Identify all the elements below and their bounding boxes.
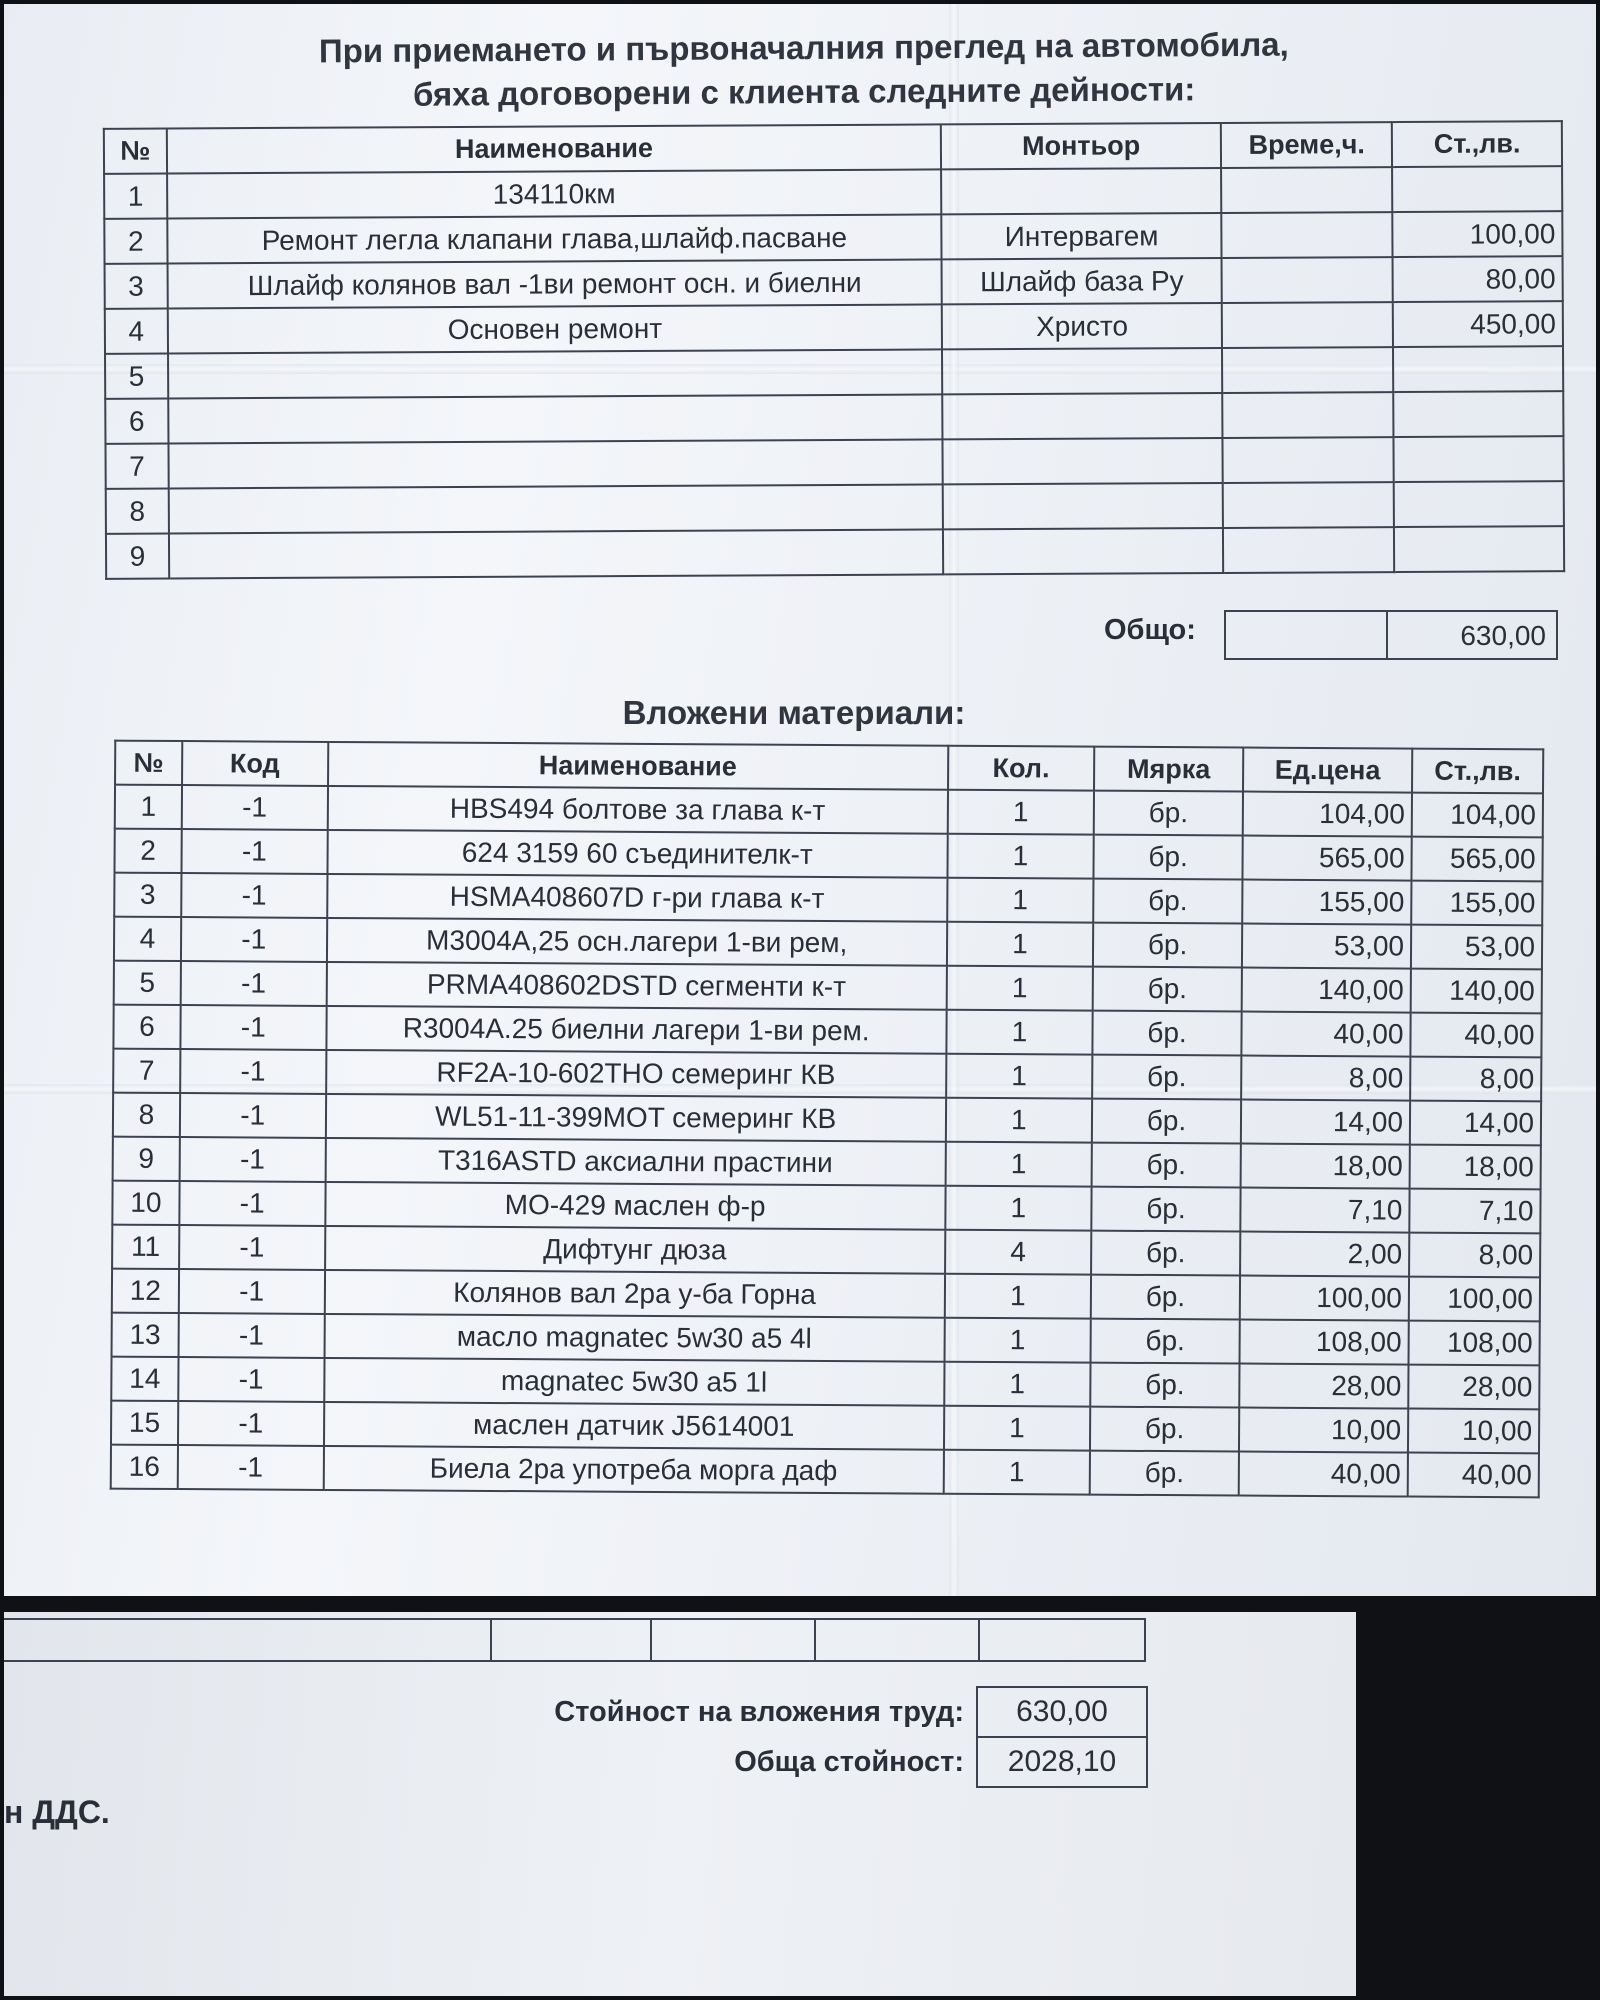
cell-name: масло magnatec 5w30 a5 4l [324, 1314, 944, 1362]
cell-cost: 40,00 [1408, 1453, 1539, 1498]
work-total-value: 630,00 [1460, 620, 1546, 651]
cell-code: -1 [178, 1313, 324, 1358]
cell-no: 1 [104, 173, 167, 218]
divider [4, 1660, 1146, 1662]
cell-cost: 155,00 [1411, 881, 1542, 926]
cell-qty: 1 [944, 1362, 1091, 1407]
document-sheet-top [4, 4, 1596, 1596]
divider [1386, 612, 1388, 658]
cell-no: 15 [111, 1401, 178, 1445]
cell-unit: бр. [1093, 1011, 1242, 1056]
table-row [104, 166, 1562, 219]
cell-mechanic: Интервагем [942, 213, 1222, 259]
cell-cost: 104,00 [1412, 793, 1543, 838]
header-mechanic: Монтьор [941, 123, 1221, 169]
cell-unit: бр. [1090, 1363, 1239, 1408]
table-row [105, 391, 1563, 444]
header-unit-price: Ед.цена [1243, 748, 1412, 793]
cell-qty: 1 [947, 878, 1094, 923]
labor-cost-label: Стойност на вложения труд: [554, 1696, 964, 1728]
cell-code: -1 [181, 873, 327, 918]
cell-no: 9 [113, 1137, 180, 1181]
cell-no: 10 [112, 1181, 179, 1225]
cell-no: 5 [105, 353, 168, 398]
header-name: Наименование [328, 742, 948, 790]
cell-unit: бр. [1093, 967, 1242, 1012]
cell-unit-price: 100,00 [1240, 1276, 1409, 1321]
cell-unit: бр. [1091, 1231, 1240, 1276]
header-time: Време,ч. [1221, 122, 1393, 168]
cell-cost: 7,10 [1409, 1189, 1540, 1234]
work-table-header [104, 121, 1562, 174]
cell-no: 3 [114, 873, 181, 917]
cell-code: -1 [180, 1093, 326, 1138]
table-row [106, 526, 1564, 579]
cell-unit: бр. [1092, 1055, 1241, 1100]
cell-no: 7 [105, 443, 168, 488]
cell-no: 4 [105, 308, 168, 353]
cell-cost: 18,00 [1410, 1145, 1541, 1190]
cell-cost [1393, 346, 1563, 392]
cell-mechanic [941, 168, 1221, 214]
document-title [154, 21, 1455, 118]
cell-unit-price: 28,00 [1239, 1364, 1408, 1409]
cell-mechanic [943, 483, 1223, 529]
divider [490, 1618, 492, 1662]
cell-unit: бр. [1091, 1187, 1240, 1232]
divider [650, 1618, 652, 1662]
cell-name: 134110км [167, 169, 942, 218]
divider [4, 1618, 1146, 1620]
title-line-2: бяха договорени с клиента следните дейности: [412, 70, 1196, 113]
cell-qty: 1 [946, 966, 1093, 1011]
materials-title: Вложени материали: [622, 694, 966, 731]
cell-cost [1394, 436, 1564, 482]
cell-mechanic: Христо [942, 303, 1222, 349]
cell-code: -1 [179, 1225, 325, 1270]
labor-cost-value: 630,00 [976, 1686, 1148, 1738]
cell-qty: 1 [946, 1010, 1093, 1055]
cell-cost: 80,00 [1393, 256, 1563, 302]
cell-cost [1394, 391, 1564, 437]
cell-qty: 1 [946, 1054, 1093, 1099]
cell-qty: 1 [947, 922, 1094, 967]
cell-qty: 1 [946, 1098, 1093, 1143]
cell-time [1223, 482, 1395, 528]
cell-mechanic: Шлайф база Ру [942, 258, 1222, 304]
materials-table [110, 740, 1545, 1499]
cell-cost: 108,00 [1408, 1321, 1539, 1366]
cell-unit: бр. [1092, 1143, 1241, 1188]
cell-unit-price: 155,00 [1242, 880, 1411, 925]
cell-no: 2 [104, 218, 167, 263]
cell-unit-price: 140,00 [1242, 968, 1411, 1013]
cell-no: 6 [105, 398, 168, 443]
cell-qty: 1 [944, 1318, 1091, 1363]
cell-unit-price: 565,00 [1242, 836, 1411, 881]
grand-total-label: Обща стойност: [734, 1746, 964, 1778]
work-total-label: Общо: [1104, 614, 1196, 646]
cell-name [168, 349, 943, 398]
document-sheet-bottom [4, 1612, 1356, 1996]
cell-code: -1 [180, 1049, 326, 1094]
cell-unit: бр. [1092, 1099, 1241, 1144]
cell-no: 14 [111, 1357, 178, 1401]
cell-cost: 10,00 [1408, 1409, 1539, 1454]
cell-name: Основен ремонт [168, 304, 943, 353]
cell-unit-price: 108,00 [1239, 1320, 1408, 1365]
cell-name: Биела 2ра употреба морга даф [323, 1446, 943, 1494]
cell-name: R3004A.25 биелни лагери 1-ви рем. [326, 1006, 946, 1054]
cell-unit-price: 2,00 [1240, 1232, 1409, 1277]
cell-code: -1 [182, 785, 328, 830]
cell-qty: 1 [947, 834, 1094, 879]
cell-cost: 8,00 [1409, 1233, 1540, 1278]
cell-name: Ремонт легла клапани глава,шлайф.пасване [167, 214, 942, 263]
cell-unit-price: 7,10 [1240, 1188, 1409, 1233]
cell-no: 9 [106, 533, 169, 578]
cell-qty: 1 [947, 790, 1094, 835]
cell-unit-price: 10,00 [1239, 1408, 1408, 1453]
cell-cost: 28,00 [1408, 1365, 1539, 1410]
cell-name [168, 484, 943, 533]
cell-mechanic [943, 528, 1223, 574]
title-line-1: При приемането и първоначалния преглед на автомобила, [318, 25, 1289, 70]
cell-unit-price: 14,00 [1241, 1100, 1410, 1145]
cell-name: WL51-11-399MOT семеринг КВ [325, 1094, 945, 1142]
cell-unit: бр. [1090, 1407, 1239, 1452]
cell-name: Шлайф колянов вал -1ви ремонт осн. и биелни [167, 259, 942, 308]
cell-mechanic [942, 393, 1222, 439]
cell-unit: бр. [1093, 923, 1242, 968]
cell-time [1223, 437, 1395, 483]
cell-no: 8 [113, 1093, 180, 1137]
cell-cost: 565,00 [1411, 837, 1542, 882]
cell-unit-price: 8,00 [1241, 1056, 1410, 1101]
cell-mechanic [943, 438, 1223, 484]
header-cost: Ст.,лв. [1412, 749, 1543, 794]
cell-code: -1 [178, 1445, 324, 1490]
cell-time [1222, 347, 1394, 393]
divider [814, 1618, 816, 1662]
table-row [105, 436, 1563, 489]
cell-name: Дифтунг дюза [325, 1226, 945, 1274]
cell-no: 2 [114, 829, 181, 873]
cell-cost: 53,00 [1411, 925, 1542, 970]
cell-no: 5 [114, 961, 181, 1005]
header-cost: Ст.,лв. [1392, 121, 1562, 167]
table-row [111, 1445, 1539, 1498]
cell-time [1222, 257, 1394, 303]
cell-name: RF2A-10-602THO семеринг КВ [326, 1050, 946, 1098]
work-table [103, 120, 1565, 580]
cell-code: -1 [178, 1401, 324, 1446]
cell-no: 11 [112, 1225, 179, 1269]
cell-cost: 100,00 [1409, 1277, 1540, 1322]
cell-cost: 8,00 [1410, 1057, 1541, 1102]
cell-cost: 14,00 [1410, 1101, 1541, 1146]
cell-code: -1 [181, 829, 327, 874]
table-bottom-strip [4, 1618, 1146, 1662]
cell-qty: 1 [945, 1186, 1092, 1231]
cell-name: 624 3159 60 съединителк-т [327, 830, 947, 878]
cell-unit-price: 18,00 [1241, 1144, 1410, 1189]
cell-unit: бр. [1090, 1451, 1239, 1496]
cell-no: 16 [111, 1445, 178, 1489]
cell-name: PRMA408602DSTD сегменти к-т [326, 962, 946, 1010]
divider [1144, 1618, 1146, 1662]
cell-time [1222, 302, 1394, 348]
grand-total-value: 2028,10 [976, 1736, 1148, 1788]
cell-name: MO-429 маслен ф-р [325, 1182, 945, 1230]
cell-no: 3 [105, 263, 168, 308]
work-total-box [1224, 610, 1558, 660]
header-name: Наименование [167, 124, 942, 173]
cell-time [1221, 167, 1393, 213]
cell-qty: 1 [945, 1142, 1092, 1187]
cell-unit: бр. [1091, 1275, 1240, 1320]
divider [978, 1618, 980, 1662]
cell-no: 13 [112, 1313, 179, 1357]
cell-no: 7 [113, 1049, 180, 1093]
header-no: № [104, 128, 167, 173]
cell-cost: 450,00 [1393, 301, 1563, 347]
cell-unit-price: 104,00 [1243, 792, 1412, 837]
cell-cost [1394, 481, 1564, 527]
cell-no: 8 [106, 488, 169, 533]
table-row [105, 256, 1563, 309]
header-no: № [115, 741, 182, 785]
cell-time [1222, 392, 1394, 438]
cell-unit-price: 53,00 [1242, 924, 1411, 969]
cell-cost: 140,00 [1411, 969, 1542, 1014]
cell-name: HSMA408607D г-ри глава к-т [327, 874, 947, 922]
cell-unit-price: 40,00 [1241, 1012, 1410, 1057]
cell-no: 1 [115, 785, 182, 829]
cell-unit: бр. [1094, 791, 1243, 836]
cell-code: -1 [179, 1137, 325, 1182]
cell-name [168, 394, 943, 443]
cell-code: -1 [179, 1269, 325, 1314]
cell-qty: 1 [943, 1450, 1090, 1495]
cell-code: -1 [181, 961, 327, 1006]
cell-name [169, 529, 944, 578]
header-qty: Кол. [948, 746, 1095, 791]
cell-name: маслен датчик J5614001 [324, 1402, 944, 1450]
table-row [106, 481, 1564, 534]
cell-no: 4 [114, 917, 181, 961]
cell-cost [1394, 526, 1564, 572]
cell-name: Колянов вал 2ра у-ба Горна [324, 1270, 944, 1318]
cell-mechanic [942, 348, 1222, 394]
cell-time [1221, 212, 1393, 258]
cell-qty: 1 [944, 1274, 1091, 1319]
cell-time [1223, 527, 1395, 573]
cell-code: -1 [181, 917, 327, 962]
cell-qty: 4 [945, 1230, 1092, 1275]
cell-cost: 100,00 [1393, 211, 1563, 257]
cell-qty: 1 [944, 1406, 1091, 1451]
cell-unit-price: 40,00 [1239, 1452, 1408, 1497]
cell-no: 12 [112, 1269, 179, 1313]
cell-name: T316ASTD аксиални прастини [325, 1138, 945, 1186]
cell-no: 6 [113, 1005, 180, 1049]
table-row [104, 211, 1562, 264]
cell-cost: 40,00 [1410, 1013, 1541, 1058]
cell-code: -1 [180, 1005, 326, 1050]
cell-unit: бр. [1093, 879, 1242, 924]
cell-name: HBS494 болтове за глава к-т [327, 786, 947, 834]
cell-unit: бр. [1091, 1319, 1240, 1364]
header-unit: Мярка [1094, 747, 1243, 792]
cell-unit: бр. [1094, 835, 1243, 880]
cell-code: -1 [178, 1357, 324, 1402]
header-code: Код [182, 741, 328, 786]
vat-note: н ДДС. [4, 1794, 110, 1830]
cell-name: magnatec 5w30 a5 1l [324, 1358, 944, 1406]
table-row [105, 301, 1563, 354]
cell-code: -1 [179, 1181, 325, 1226]
cell-name: M3004A,25 осн.лагери 1-ви рем, [327, 918, 947, 966]
cell-cost [1393, 166, 1563, 212]
cell-name [168, 439, 943, 488]
table-row [105, 346, 1563, 399]
